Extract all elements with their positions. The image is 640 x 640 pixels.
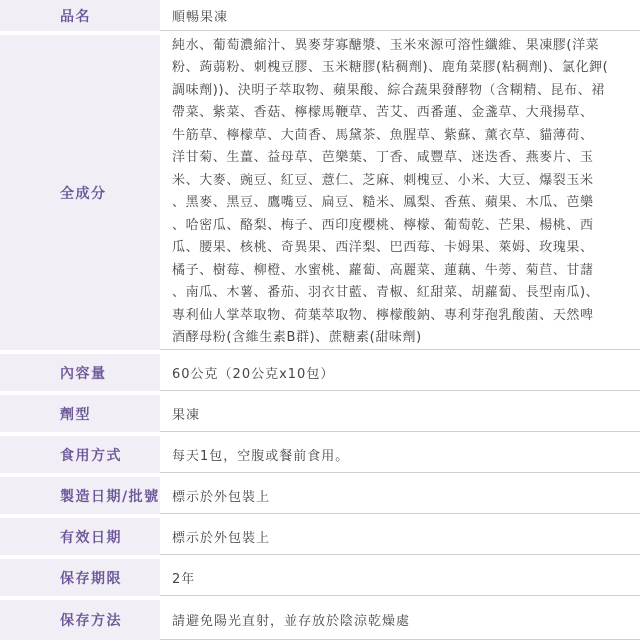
ingredients-line: 、南瓜、木薯、番茄、羽衣甘藍、青椒、紅甜菜、胡蘿蔔、長型南瓜)、 — [172, 285, 600, 300]
ingredients-line: 調味劑))、決明子萃取物、蘋果酸、綜合蔬果發酵物（含糊精、昆布、裙 — [172, 82, 605, 98]
spec-row-ingredients — [0, 35, 640, 350]
spec-row-shelf-life — [0, 559, 640, 596]
ingredients-line: 瓜、腰果、核桃、奇異果、西洋梨、巴西莓、卡姆果、萊姆、玫瑰果、 — [172, 240, 594, 255]
ingredients-line: 酒酵母粉(含維生素B群)、蔗糖素(甜味劑) — [172, 330, 422, 345]
row-value: 每天1包，空腹或餐前食用。 — [160, 436, 640, 473]
ingredients-line: 粉、蒟蒻粉、刺槐豆膠、玉米糖膠(粘稠劑)、鹿角菜膠(粘稠劑)、氯化鉀( — [172, 60, 609, 75]
spec-row-net-content — [0, 354, 640, 391]
ingredients-line: 純水、葡萄濃縮汁、異麥芽寡醣漿、玉米來源可溶性纖維、果凍膠(洋菜 — [172, 37, 600, 53]
spec-row-storage — [0, 600, 640, 640]
ingredients-line: 橘子、樹莓、柳橙、水蜜桃、蘿蔔、高麗菜、蓮藕、牛蒡、菊苣、甘藷 — [172, 262, 594, 278]
row-value: 60公克（20公克x10包） — [160, 354, 640, 391]
ingredients-line: 牛筋草、檸檬草、大茴香、馬黛茶、魚腥草、紫蘇、薰衣草、貓薄荷、 — [172, 127, 594, 143]
ingredients-list — [160, 35, 640, 350]
ingredients-line: 帶菜、紫菜、香菇、檸檬馬鞭草、苦艾、西番蓮、金盞草、大飛揚草、 — [172, 105, 594, 120]
row-value: 果凍 — [160, 395, 640, 432]
ingredients-line: 、哈密瓜、酪梨、梅子、西印度櫻桃、檸檬、葡萄乾、芒果、楊桃、西 — [172, 217, 594, 233]
row-label: 有效日期 — [0, 518, 160, 555]
spec-row-product-name — [0, 0, 640, 31]
spec-row-usage — [0, 436, 640, 473]
ingredients-line: 、黑麥、黑豆、鷹嘴豆、扁豆、糙米、鳳梨、香蕉、蘋果、木瓜、芭樂 — [172, 195, 594, 210]
row-value: 請避免陽光直射，並存放於陰涼乾燥處 — [160, 600, 640, 640]
ingredients-line: 米、大麥、豌豆、紅豆、薏仁、芝麻、刺槐豆、小米、大豆、爆裂玉米 — [172, 172, 594, 188]
row-label: 保存方法 — [0, 600, 160, 640]
row-value: 標示於外包裝上 — [160, 518, 640, 555]
row-value: 2年 — [160, 559, 640, 596]
row-value: 順暢果凍 — [160, 0, 640, 31]
row-label: 保存期限 — [0, 559, 160, 596]
row-label: 製造日期/批號 — [0, 477, 160, 514]
spec-row-expiry-date — [0, 518, 640, 555]
row-value: 標示於外包裝上 — [160, 477, 640, 514]
row-label: 品名 — [0, 0, 160, 31]
spec-row-dosage-form — [0, 395, 640, 432]
spec-row-manufacture-date — [0, 477, 640, 514]
ingredients-line: 專利仙人掌萃取物、荷葉萃取物、檸檬酸鈉、專利芽孢乳酸菌、天然啤 — [172, 307, 594, 323]
row-label: 食用方式 — [0, 436, 160, 473]
row-label: 劑型 — [0, 395, 160, 432]
row-label: 內容量 — [0, 354, 160, 391]
ingredients-line: 洋甘菊、生薑、益母草、芭樂葉、丁香、咸豐草、迷迭香、燕麥片、玉 — [172, 150, 594, 165]
row-label: 全成分 — [0, 35, 160, 350]
